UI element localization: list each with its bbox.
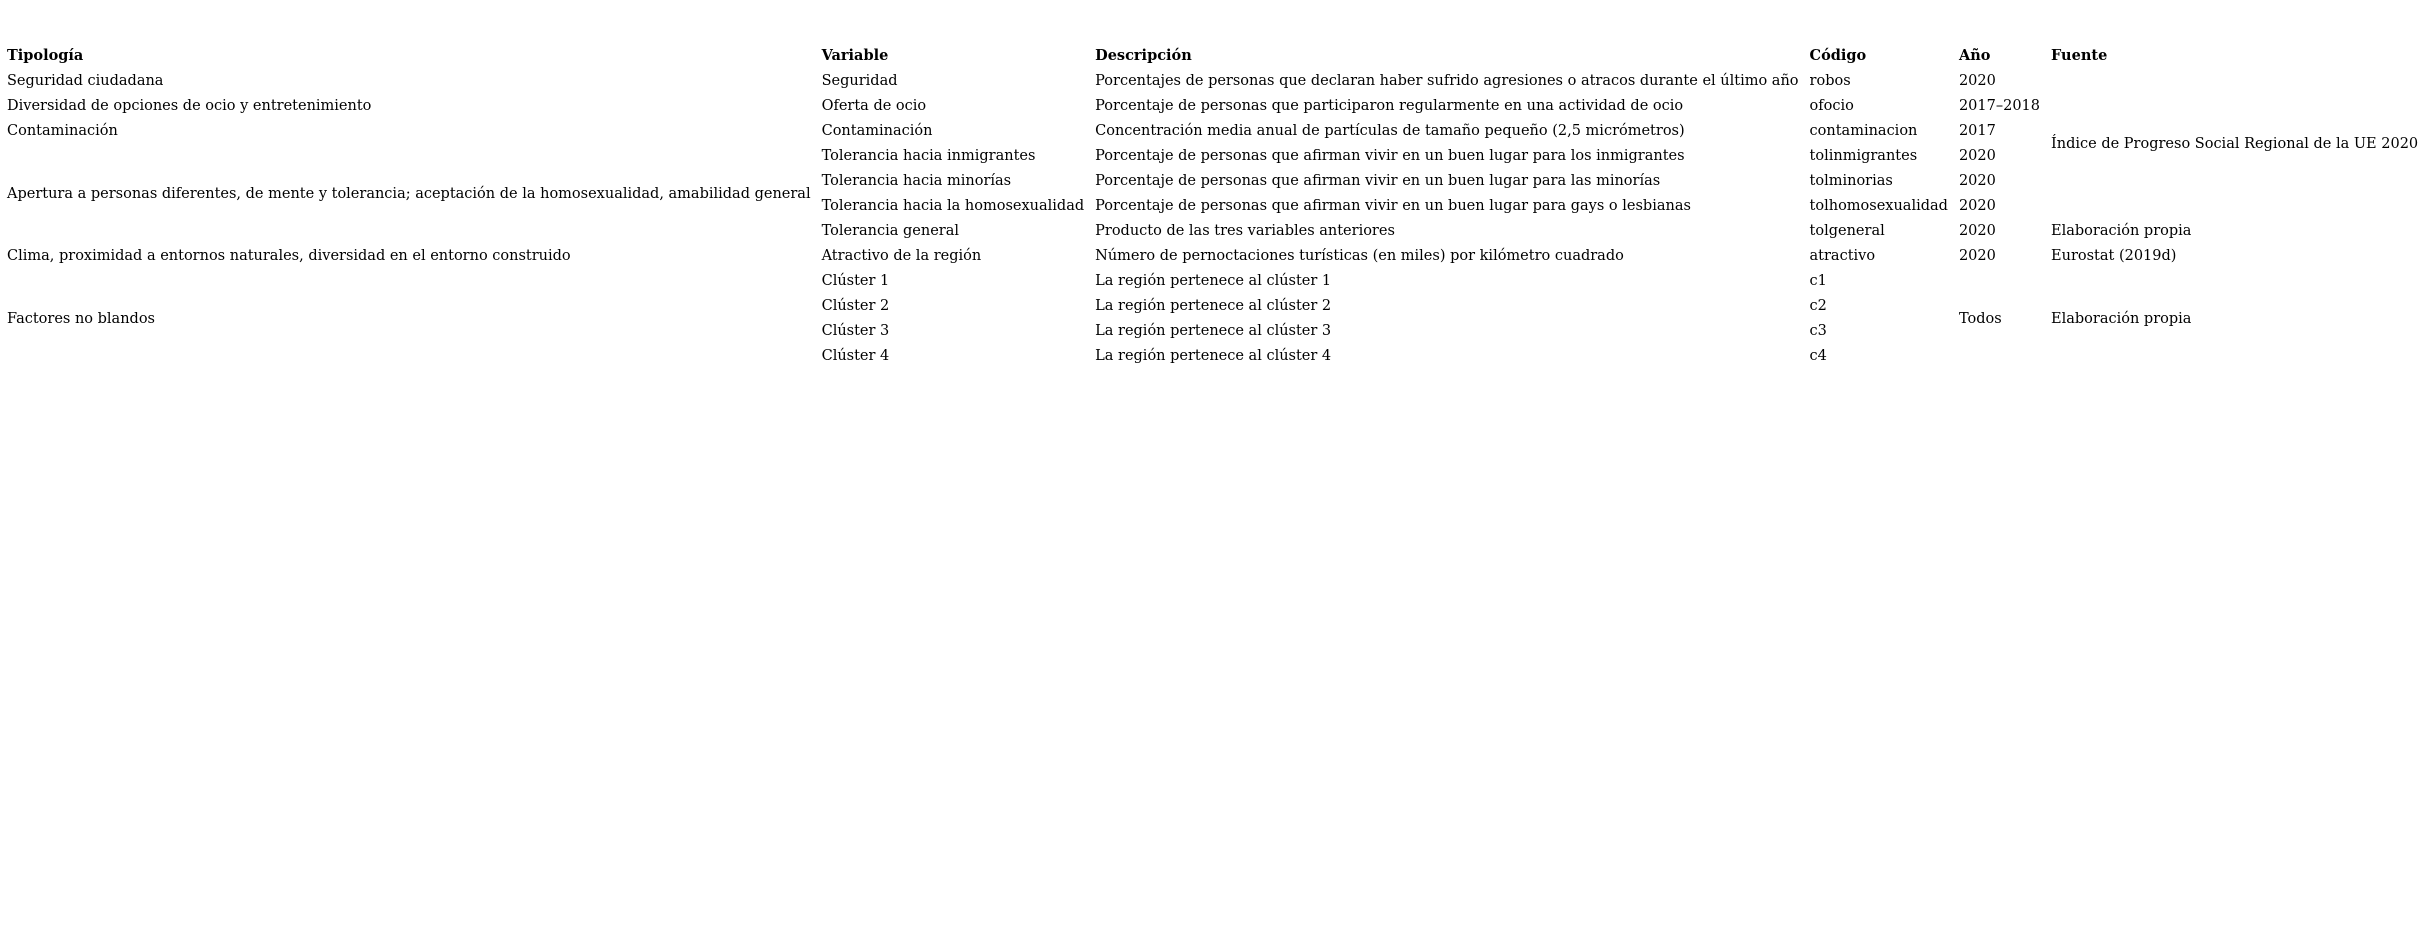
- cell-variable: Seguridad: [821, 73, 898, 89]
- cell-anio: 2017: [1958, 123, 1996, 139]
- cell-variable: Clúster 3: [821, 323, 890, 339]
- cell-codigo: tolgeneral: [1809, 223, 1885, 239]
- cell-fuente: Elaboración propia: [2051, 310, 2192, 327]
- cell-variable: Clúster 2: [821, 298, 890, 314]
- cell-tipologia: Contaminación: [7, 123, 118, 139]
- cell-variable: Contaminación: [821, 123, 933, 139]
- header-tipologia: Tipología: [7, 47, 84, 64]
- cell-anio: 2020: [1958, 173, 1996, 189]
- cell-variable: Tolerancia hacia minorías: [821, 173, 1012, 189]
- table-row: [4, 244, 2426, 269]
- cell-tipologia: Diversidad de opciones de ocio y entretenimiento: [7, 98, 372, 114]
- cell-variable: Oferta de ocio: [821, 98, 927, 114]
- cell-anio: 2017–2018: [1958, 98, 2041, 114]
- cell-anio: 2020: [1958, 148, 1996, 164]
- cell-variable: Tolerancia general: [821, 223, 960, 239]
- table-row: [4, 69, 2426, 94]
- cell-variable: Tolerancia hacia inmigrantes: [821, 148, 1036, 164]
- cell-codigo: atractivo: [1809, 248, 1876, 264]
- variables-table: [4, 44, 2426, 369]
- variables-table-container: [4, 44, 2426, 369]
- cell-descripcion: Porcentaje de personas que afirman vivir en un buen lugar para las minorías: [1095, 173, 1661, 189]
- cell-anio: 2020: [1958, 223, 1996, 239]
- cell-descripcion: Producto de las tres variables anteriores: [1095, 223, 1395, 239]
- cell-descripcion: Porcentajes de personas que declaran haber sufrido agresiones o atracos durante el último año: [1095, 73, 1799, 89]
- cell-variable: Atractivo de la región: [821, 248, 982, 264]
- cell-descripcion: La región pertenece al clúster 3: [1095, 323, 1332, 339]
- cell-descripcion: Porcentaje de personas que afirman vivir en un buen lugar para gays o lesbianas: [1095, 198, 1691, 214]
- cell-variable: Tolerancia hacia la homosexualidad: [821, 198, 1085, 214]
- cell-tipologia: Factores no blandos: [7, 310, 155, 327]
- header-descripcion: Descripción: [1095, 47, 1192, 64]
- cell-codigo: tolminorias: [1809, 173, 1893, 189]
- header-codigo: Código: [1809, 47, 1867, 64]
- cell-descripcion: La región pertenece al clúster 2: [1095, 298, 1332, 314]
- cell-codigo: c3: [1809, 323, 1827, 339]
- cell-descripcion: Porcentaje de personas que participaron regularmente en una actividad de ocio: [1095, 98, 1684, 114]
- cell-descripcion: La región pertenece al clúster 1: [1095, 273, 1332, 289]
- header-variable: Variable: [821, 47, 889, 64]
- cell-codigo: c2: [1809, 298, 1827, 314]
- cell-codigo: c4: [1809, 348, 1827, 364]
- cell-fuente: Eurostat (2019d): [2051, 248, 2177, 264]
- cell-descripcion: Número de pernoctaciones turísticas (en miles) por kilómetro cuadrado: [1095, 248, 1624, 264]
- header-anio: Año: [1958, 47, 1991, 64]
- cell-descripcion: La región pertenece al clúster 4: [1095, 348, 1332, 364]
- cell-fuente-indice: Índice de Progreso Social Regional de la UE 2020: [2051, 135, 2419, 152]
- cell-codigo: contaminacion: [1809, 123, 1918, 139]
- cell-fuente: Elaboración propia: [2051, 223, 2192, 239]
- table-header-row: [4, 44, 2426, 69]
- cell-anio: Todos: [1958, 310, 2002, 327]
- cell-codigo: tolhomosexualidad: [1809, 198, 1948, 214]
- cell-descripcion: Porcentaje de personas que afirman vivir en un buen lugar para los inmigrantes: [1095, 148, 1685, 164]
- cell-anio: 2020: [1958, 248, 1996, 264]
- cell-variable: Clúster 1: [821, 273, 890, 289]
- cell-codigo: tolinmigrantes: [1809, 148, 1918, 164]
- table-row: [4, 269, 2426, 294]
- header-fuente: Fuente: [2051, 47, 2108, 64]
- cell-variable: Clúster 4: [821, 348, 890, 364]
- cell-anio: 2020: [1958, 73, 1996, 89]
- cell-codigo: c1: [1809, 273, 1827, 289]
- cell-tipologia: Clima, proximidad a entornos naturales, diversidad en el entorno construido: [7, 248, 571, 264]
- cell-codigo: ofocio: [1809, 98, 1854, 114]
- cell-anio: 2020: [1958, 198, 1996, 214]
- cell-codigo: robos: [1809, 73, 1851, 89]
- cell-tipologia: Seguridad ciudadana: [7, 73, 164, 89]
- cell-tipologia: Apertura a personas diferentes, de mente y tolerancia; aceptación de la homosexualidad, amabilidad general: [7, 185, 811, 202]
- cell-descripcion: Concentración media anual de partículas de tamaño pequeño (2,5 micrómetros): [1095, 123, 1685, 139]
